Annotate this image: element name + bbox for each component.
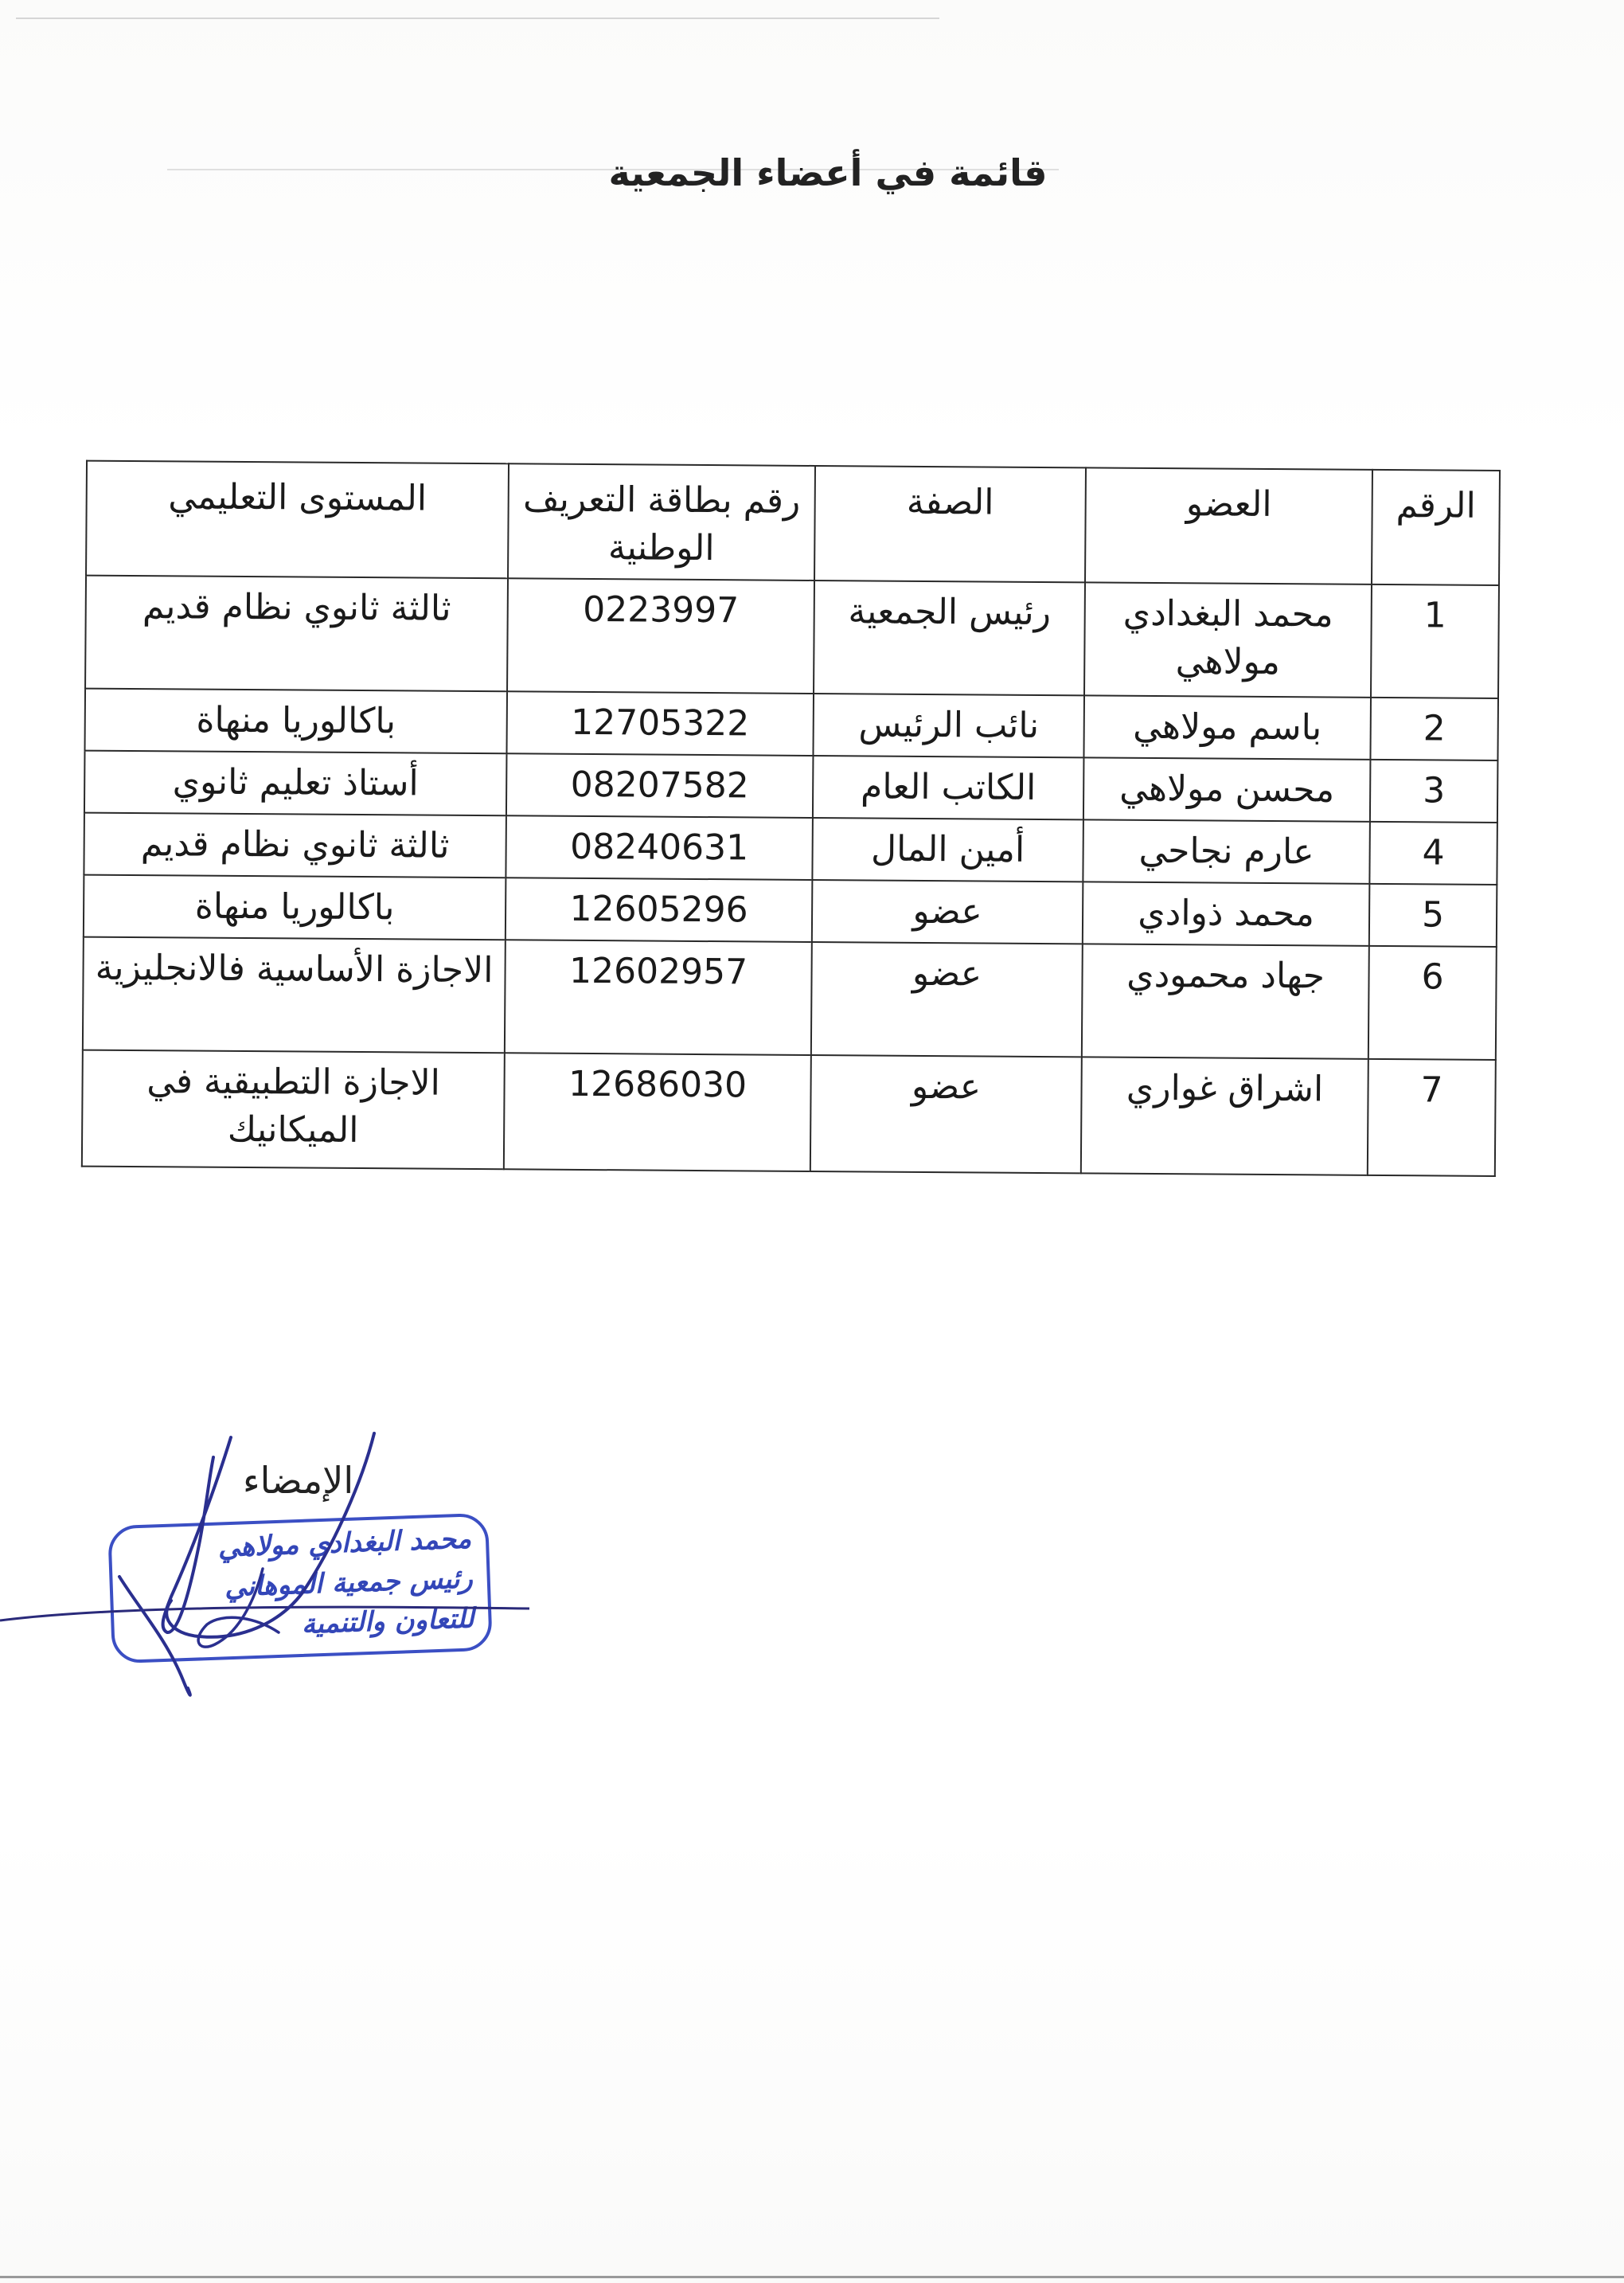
table-header-row <box>86 461 1500 585</box>
cell-id-card: 12705322 <box>506 691 814 756</box>
cell-role: عضو <box>810 1055 1082 1173</box>
document-title: قائمة في أعضاء الجمعية <box>608 151 1048 194</box>
table-row <box>84 751 1498 823</box>
scan-artifact-line <box>16 18 939 19</box>
cell-role: نائب الرئيس <box>813 694 1084 757</box>
cell-role: عضو <box>812 880 1083 944</box>
cell-education: أستاذ تعليم ثانوي <box>84 751 507 816</box>
table-row <box>84 813 1497 885</box>
cell-number: 6 <box>1368 946 1497 1060</box>
cell-number: 1 <box>1371 584 1499 698</box>
cell-education: ثالثة ثانوي نظام قديم <box>84 813 506 878</box>
cell-role: رئيس الجمعية <box>814 581 1085 695</box>
cell-id-card: 08207582 <box>506 753 814 818</box>
cell-member: باسم مولاهي <box>1083 695 1371 760</box>
cell-member: محسن مولاهي <box>1083 757 1371 822</box>
members-table <box>81 460 1501 1177</box>
signature-area <box>0 1425 557 1712</box>
cell-number: 5 <box>1369 884 1497 947</box>
signature-label: الإمضاء <box>243 1459 354 1502</box>
cell-number: 3 <box>1370 760 1498 823</box>
cell-education: باكالوريا منهاة <box>84 875 506 940</box>
scan-artifact-line <box>0 2276 1624 2278</box>
cell-member: اشراق غواري <box>1081 1057 1368 1175</box>
table-row <box>82 1050 1496 1176</box>
cell-id-card: 08240631 <box>506 815 813 880</box>
handwritten-signature <box>0 1425 557 1712</box>
cell-number: 4 <box>1369 822 1497 885</box>
cell-member: جهاد محمودي <box>1082 944 1369 1059</box>
cell-number: 7 <box>1368 1059 1496 1176</box>
cell-id-card: 12602957 <box>505 940 812 1055</box>
cell-id-card: 12605296 <box>506 878 813 942</box>
cell-role: الكاتب العام <box>813 756 1084 819</box>
cell-role: عضو <box>811 942 1083 1057</box>
cell-member: محمد ذوادي <box>1083 882 1370 946</box>
table-row <box>84 689 1498 760</box>
cell-education: باكالوريا منهاة <box>84 689 507 754</box>
cell-education: الاجازة التطبيقية في الميكانيك <box>82 1050 505 1170</box>
table-row <box>84 875 1497 947</box>
table-row <box>85 576 1499 698</box>
stamp-text-line: للتعاون والتنمية <box>301 1602 475 1640</box>
header-education: المستوى التعليمي <box>86 461 509 579</box>
cell-member: محمد البغدادي مولاهي <box>1084 582 1372 698</box>
header-role: الصفة <box>814 466 1086 582</box>
header-member: العضو <box>1085 467 1372 584</box>
stamp-text-line: محمد البغدادي مولاهي <box>217 1523 472 1564</box>
header-number: الرقم <box>1372 470 1500 585</box>
table-row <box>83 937 1497 1060</box>
cell-role: أمين المال <box>812 818 1083 882</box>
stamp-text-line: رئيس جمعية الموهاني <box>224 1562 474 1604</box>
header-id-card: رقم بطاقة التعريف الوطنية <box>508 463 815 581</box>
cell-number: 2 <box>1370 698 1498 760</box>
cell-id-card: 0223997 <box>507 578 814 694</box>
cell-education: ثالثة ثانوي نظام قديم <box>85 576 508 692</box>
cell-member: عارم نجاحي <box>1083 819 1370 884</box>
cell-id-card: 12686030 <box>504 1053 811 1171</box>
cell-education: الاجازة الأساسية فالانجليزية <box>83 937 506 1054</box>
